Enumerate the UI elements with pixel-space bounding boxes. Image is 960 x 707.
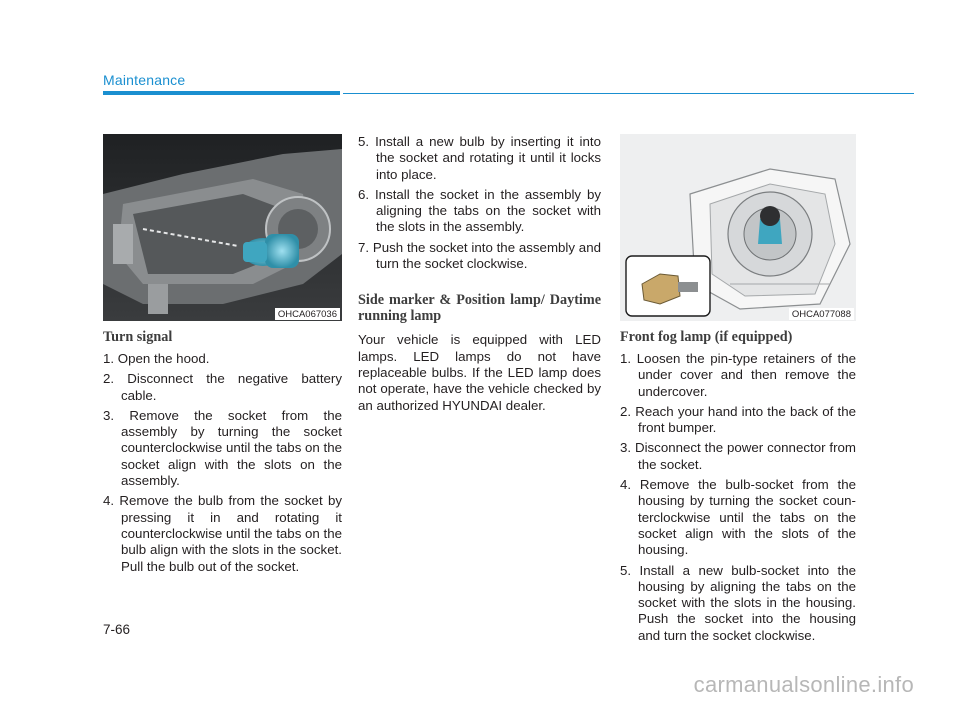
- step-item: 5. Install a new bulb by inserting it into the socket and rotating it until it locks into place.: [358, 134, 601, 182]
- step-item: 6. Install the socket in the assembly by aligning the tabs on the socket with the slots in the assembly.: [358, 186, 601, 235]
- step-item: 1. Open the hood.: [103, 351, 210, 366]
- turn-signal-photo: [103, 134, 342, 321]
- photo-code: OHCA067036: [275, 308, 340, 320]
- photo-code: OHCA077088: [789, 308, 854, 320]
- fog-lamp-heading: Front fog lamp (if equipped): [620, 329, 793, 345]
- fog-lamp-steps: [620, 351, 856, 644]
- side-marker-heading: Side marker & Position lamp/ Daytime running lamp: [358, 292, 601, 325]
- header-rule-thin: [343, 93, 914, 94]
- turn-signal-heading: Turn signal: [103, 329, 173, 345]
- step-item: 2. Disconnect the negative battery cable.: [103, 371, 342, 403]
- fog-lamp-illustration: [620, 134, 856, 321]
- step-item: 3. Remove the socket from the assembly by turning the socket counterclockwise until the tabs on the socket align with the slots on the assembly.: [103, 407, 343, 489]
- header-rule-thick: [103, 91, 340, 95]
- side-marker-body: Your vehicle is equipped with LED lamps. LED lamps do not have replaceable bulbs. If the LED lamp does not operate, have the vehicle checked by an authorized HYUNDAI dealer.: [358, 332, 601, 413]
- left-column: [103, 134, 342, 579]
- section-header: Maintenance: [103, 72, 186, 88]
- middle-column: [358, 134, 601, 414]
- step-item: 3. Disconnect the power connector from the socket.: [620, 440, 856, 472]
- turn-signal-steps-continued: [358, 134, 601, 272]
- page-number: 7-66: [103, 622, 131, 637]
- step-item: 1. Loosen the pin-type retainers of the under cover and then remove the undercover.: [620, 351, 856, 399]
- watermark: carmanualsonline.info: [693, 672, 914, 697]
- fog-lamp-photo: [620, 134, 856, 321]
- right-column: [620, 134, 856, 648]
- step-item: 2. Reach your hand into the back of the front bumper.: [620, 403, 856, 436]
- step-item: 5. Install a new bulb-socket into the housing by aligning the tabs on the socket with the slots in the housing. Push the socket into the housing and turn the socket clockwise.: [620, 562, 856, 643]
- headlamp-illustration: [103, 134, 342, 321]
- step-item: 4. Remove the bulb from the socket by pressing it in and rotating it counterclockwise until the tabs on the bulb align with the slots in the socket. Pull the bulb out of the socket.: [103, 493, 343, 574]
- step-item: 7. Push the socket into the assembly and turn the socket clockwise.: [358, 239, 601, 272]
- step-item: 4. Remove the bulb-socket from the housing by turning the socket coun-terclockwise until the tabs on the socket align with the slots of the housing.: [620, 477, 856, 558]
- turn-signal-steps: [103, 351, 342, 575]
